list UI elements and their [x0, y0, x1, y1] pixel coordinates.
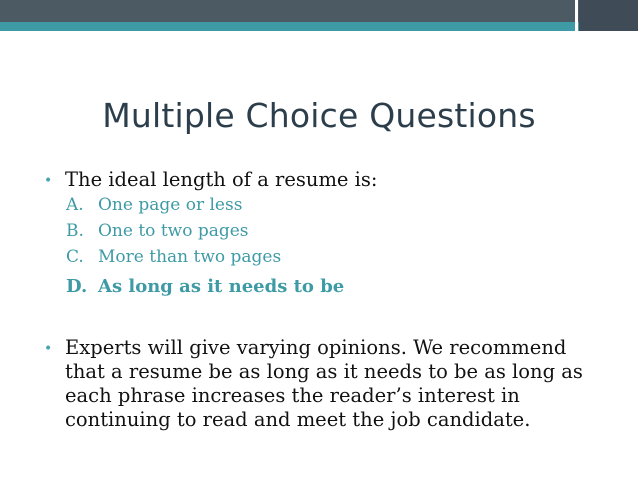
option-letter: A.: [66, 195, 84, 215]
option-text: One page or less: [98, 195, 243, 215]
option-item: [66, 195, 466, 221]
option-letter: C.: [66, 247, 84, 267]
option-item: [66, 221, 466, 247]
option-letter: D.: [66, 276, 88, 297]
question-text: The ideal length of a resume is:: [65, 168, 378, 191]
bullet-dot-icon: •: [44, 173, 53, 189]
slide-title: Multiple Choice Questions: [102, 96, 536, 135]
option-text: One to two pages: [98, 221, 249, 241]
option-text: As long as it needs to be: [98, 276, 345, 297]
option-letter: B.: [66, 221, 84, 241]
option-item-answer: [66, 276, 466, 302]
header-corner-block: [579, 0, 638, 31]
header-bar: [0, 0, 638, 31]
bullet-dot-icon: •: [44, 341, 53, 357]
header-divider: [575, 0, 578, 31]
explanation-text: Experts will give varying opinions. We recommend that a resume be as long as it needs to be as long as each phrase increases the reader’s interest in continuing to read and meet the job candidate.: [65, 336, 583, 431]
question-bullet: [44, 168, 599, 192]
answer-options: [66, 195, 466, 302]
header-dark-band: [0, 0, 638, 22]
option-item: [66, 247, 466, 273]
header-teal-band: [0, 22, 638, 31]
option-text: More than two pages: [98, 247, 282, 267]
explanation-bullet: [44, 336, 599, 432]
